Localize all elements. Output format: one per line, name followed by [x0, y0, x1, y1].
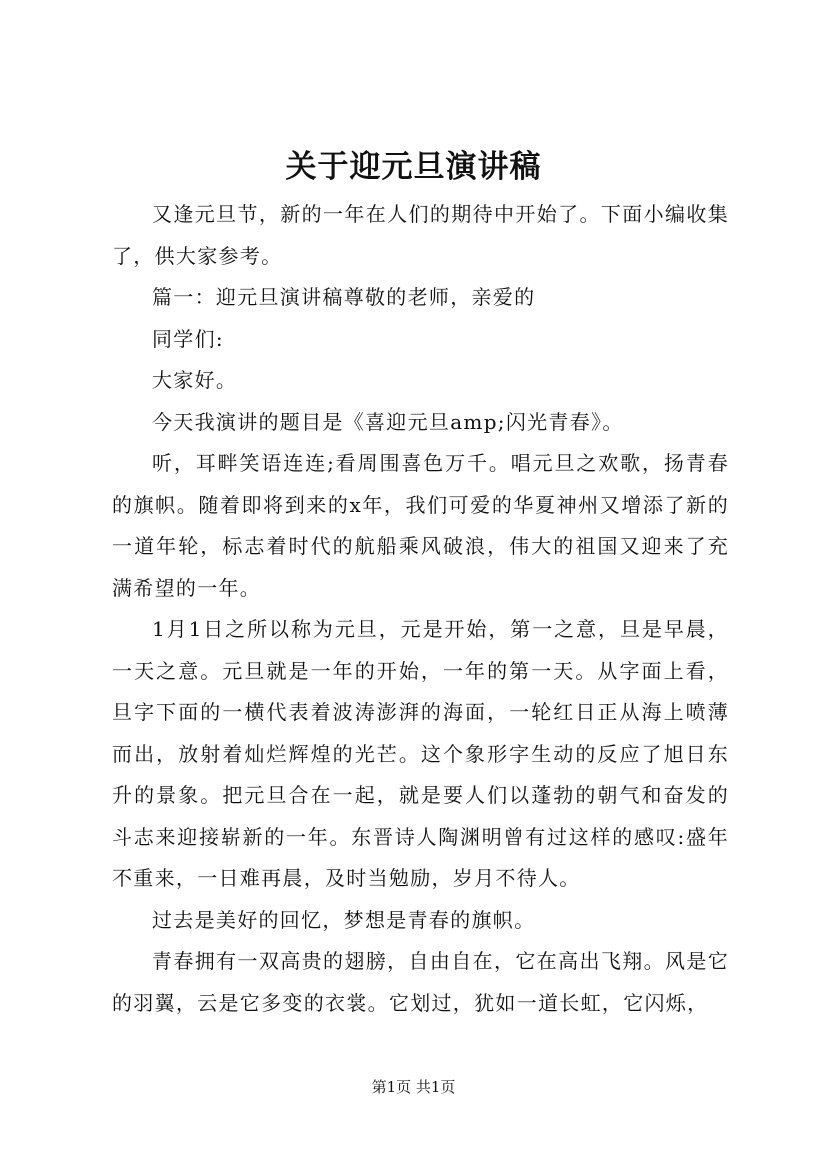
document-title: 关于迎元旦演讲稿 [285, 149, 542, 185]
paragraph: 青春拥有一双高贵的翅膀，自由自在，它在高出飞翔。风是它的羽翼，云是它多变的衣裳。它划过，犹如一道长虹，它闪烁， [112, 949, 729, 1015]
paragraph: 过去是美好的回忆，梦想是青春的旗帜。 [152, 907, 536, 932]
paragraph: 又逢元旦节，新的一年在人们的期待中开始了。下面小编收集了，供大家参考。 [112, 202, 729, 268]
paragraph: 同学们: [152, 326, 224, 351]
page-footer: 第1页 共1页 [371, 1078, 456, 1096]
paragraph: 听，耳畔笑语连连;看周围喜色万千。唱元旦之欢歌，扬青春的旗帜。随着即将到来的x年，我们可爱的华夏神州又增添了新的一道年轮，标志着时代的航船乘风破浪，伟大的祖国又迎来了充满希望的一年。 [112, 451, 729, 600]
paragraph: 1月1日之所以称为元旦，元是开始，第一之意，旦是早晨，一天之意。元旦就是一年的开始，一年的第一天。从字面上看，旦字下面的一横代表着波涛澎湃的海面，一轮红日正从海上喷薄而出，放射着灿烂辉煌的光芒。这个象形字生动的反应了旭日东升的景象。把元旦合在一起，就是要人们以蓬勃的朝气和奋发的斗志来迎接崭新的一年。东晋诗人陶渊明曾有过这样的感叹:盛年不重来，一日难再晨，及时当勉励，岁月不待人。 [112, 617, 729, 890]
document-body [112, 194, 729, 1024]
paragraph: 今天我演讲的题目是《喜迎元旦amp;闪光青春》。 [152, 409, 624, 434]
paragraph: 大家好。 [152, 368, 238, 392]
paragraph: 篇一：迎元旦演讲稿尊敬的老师，亲爱的 [152, 285, 536, 309]
